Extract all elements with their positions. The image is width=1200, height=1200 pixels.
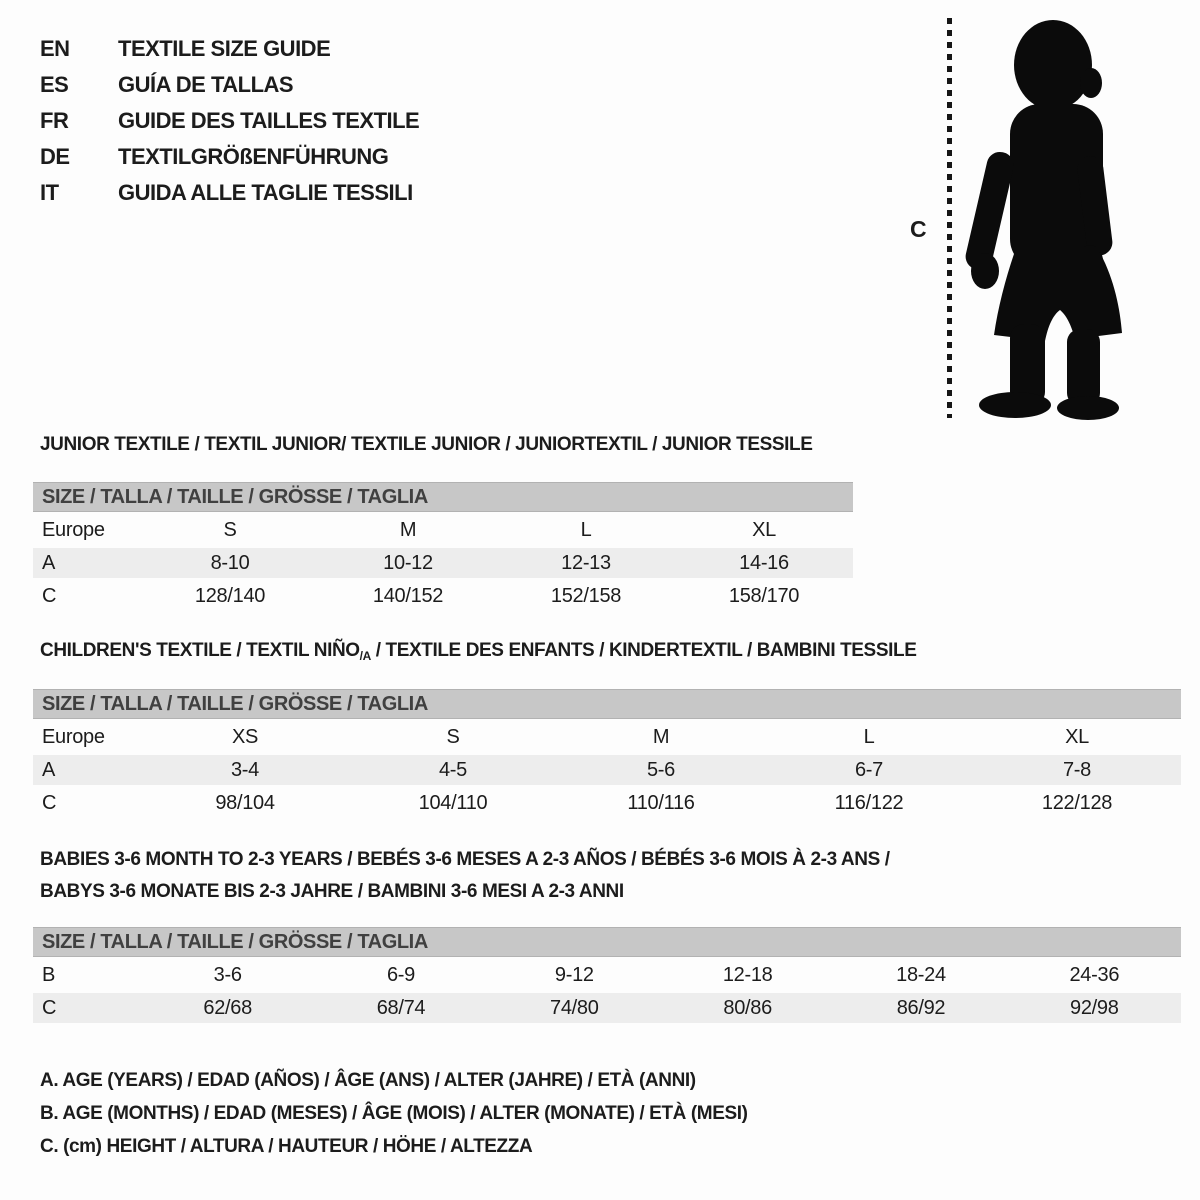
height-cell: 116/122	[834, 791, 904, 814]
legend-age-years: A. AGE (YEARS) / EDAD (AÑOS) / ÂGE (ANS) / ALTER (JAHRE) / ETÀ (ANNI)	[40, 1070, 696, 1091]
guide-title: GUÍA DE TALLAS	[118, 72, 294, 97]
height-cell: 74/80	[550, 996, 599, 1019]
height-cell: 122/128	[1041, 791, 1113, 814]
size-header-bar: SIZE / TALLA / TAILLE / GRÖSSE / TAGLIA	[33, 482, 853, 512]
language-code: DE	[40, 144, 70, 169]
height-cell: 104/110	[418, 791, 488, 814]
table-row-europe	[33, 515, 853, 545]
height-cell: 86/92	[896, 996, 946, 1019]
size-cell: S	[223, 518, 237, 541]
height-cell: 68/74	[376, 996, 426, 1019]
age-cell: 8-10	[210, 551, 250, 574]
row-label: Europe	[42, 725, 105, 748]
row-label: B	[42, 963, 56, 986]
row-label: C	[42, 996, 57, 1019]
table-row-age	[33, 548, 853, 578]
age-cell: 3-4	[230, 758, 259, 781]
table-row-height	[33, 993, 1181, 1023]
row-label: C	[42, 791, 57, 814]
language-row-en	[40, 31, 419, 67]
babies-section-title-line1: BABIES 3-6 MONTH TO 2-3 YEARS / BEBÉS 3-6 MESES A 2-3 AÑOS / BÉBÉS 3-6 MOIS À 2-3 ANS /	[40, 849, 890, 870]
height-measure-dashed-line	[947, 18, 952, 418]
size-cell: L	[580, 518, 592, 541]
language-code: EN	[40, 36, 70, 61]
babies-section-title-line2: BABYS 3-6 MONATE BIS 2-3 JAHRE / BAMBINI 3-6 MESI A 2-3 ANNI	[40, 881, 624, 902]
table-row-height	[33, 788, 1181, 818]
toddler-silhouette-icon	[963, 16, 1141, 420]
guide-title: TEXTILE SIZE GUIDE	[118, 36, 331, 61]
height-measure-label: C	[910, 216, 927, 242]
guide-title: TEXTILGRÖßENFÜHRUNG	[118, 144, 389, 169]
row-label: C	[42, 584, 57, 607]
age-cell: 10-12	[383, 551, 433, 574]
table-row-months	[33, 960, 1181, 990]
height-cell: 158/170	[728, 584, 800, 607]
height-cell: 92/98	[1070, 996, 1119, 1019]
legend-age-months: B. AGE (MONTHS) / EDAD (MESES) / ÂGE (MOIS) / ALTER (MONATE) / ETÀ (MESI)	[40, 1103, 748, 1124]
language-code: FR	[40, 108, 69, 133]
height-cell: 152/158	[550, 584, 622, 607]
months-cell: 9-12	[554, 963, 594, 986]
children-size-table	[33, 689, 1181, 818]
size-cell: M	[652, 725, 670, 748]
children-title-text: / TEXTILE DES ENFANTS / KINDERTEXTIL / BAMBINI TESSILE	[370, 640, 917, 661]
months-cell: 6-9	[386, 963, 415, 986]
height-cell: 140/152	[372, 584, 444, 607]
children-title-text: CHILDREN'S TEXTILE / TEXTIL NIÑO	[40, 640, 360, 661]
age-cell: 14-16	[739, 551, 789, 574]
language-row-es	[40, 67, 419, 103]
junior-section-title: JUNIOR TEXTILE / TEXTIL JUNIOR/ TEXTILE JUNIOR / JUNIORTEXTIL / JUNIOR TESSILE	[40, 434, 813, 455]
height-cell: 128/140	[194, 584, 266, 607]
size-cell: S	[446, 725, 460, 748]
months-cell: 18-24	[896, 963, 946, 986]
height-cell: 62/68	[203, 996, 252, 1019]
age-cell: 12-13	[561, 551, 611, 574]
size-header-bar: SIZE / TALLA / TAILLE / GRÖSSE / TAGLIA	[33, 927, 1181, 957]
size-cell: XL	[752, 518, 776, 541]
months-cell: 24-36	[1069, 963, 1120, 986]
row-label: Europe	[42, 518, 105, 541]
legend-height-cm: C. (cm) HEIGHT / ALTURA / HAUTEUR / HÖHE / ALTEZZA	[40, 1136, 533, 1157]
row-label: A	[42, 758, 56, 781]
language-title-list	[40, 31, 419, 211]
months-cell: 3-6	[213, 963, 242, 986]
language-code: ES	[40, 72, 69, 97]
height-cell: 110/116	[627, 791, 695, 814]
height-cell: 98/104	[215, 791, 275, 814]
junior-size-table	[33, 482, 853, 611]
size-cell: M	[399, 518, 417, 541]
language-row-it	[40, 175, 419, 211]
size-cell: L	[863, 725, 875, 748]
table-row-age	[33, 755, 1181, 785]
guide-title: GUIDA ALLE TAGLIE TESSILI	[118, 180, 413, 205]
babies-size-table	[33, 927, 1181, 1023]
guide-title: GUIDE DES TAILLES TEXTILE	[118, 108, 420, 133]
age-cell: 7-8	[1062, 758, 1091, 781]
language-row-de	[40, 139, 419, 175]
children-title-subscript: /A	[359, 649, 371, 663]
measurement-legend	[40, 1064, 748, 1163]
table-row-height	[33, 581, 853, 611]
size-cell: XS	[231, 725, 259, 748]
size-header-bar: SIZE / TALLA / TAILLE / GRÖSSE / TAGLIA	[33, 689, 1181, 719]
table-row-europe	[33, 722, 1181, 752]
months-cell: 12-18	[722, 963, 773, 986]
height-cell: 80/86	[723, 996, 772, 1019]
age-cell: 4-5	[438, 758, 467, 781]
size-cell: XL	[1065, 725, 1089, 748]
language-row-fr	[40, 103, 419, 139]
children-section-title	[40, 640, 916, 663]
row-label: A	[42, 551, 56, 574]
age-cell: 5-6	[646, 758, 675, 781]
age-cell: 6-7	[854, 758, 883, 781]
language-code: IT	[40, 180, 59, 205]
